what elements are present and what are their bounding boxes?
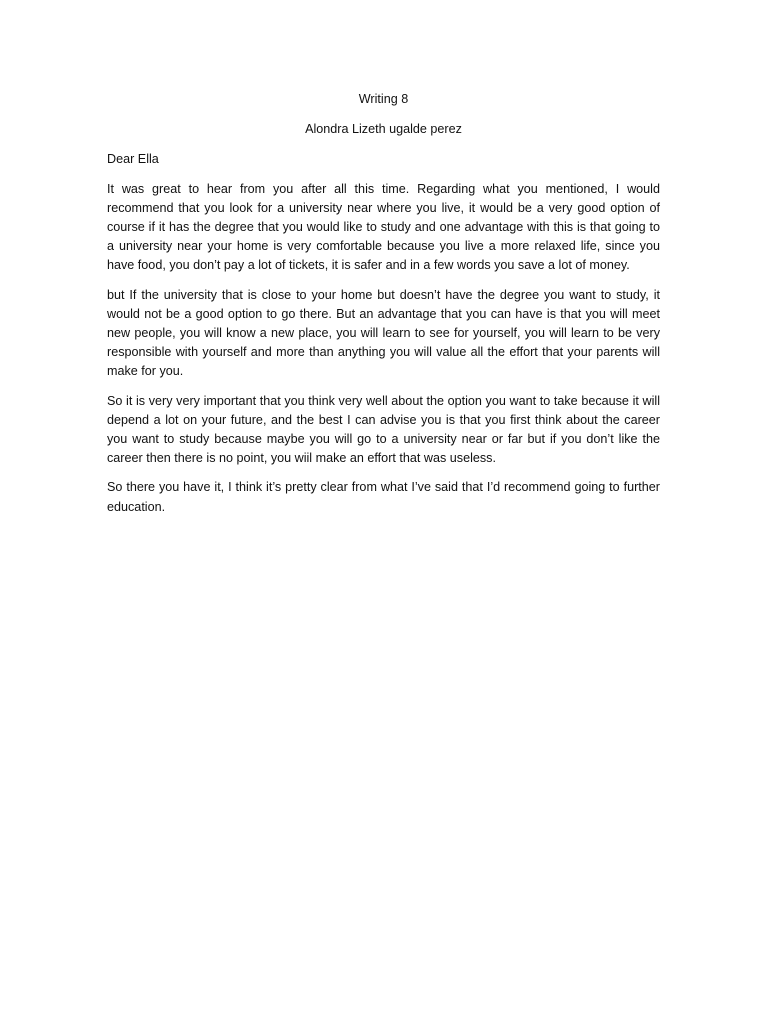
salutation: Dear Ella [107, 152, 159, 167]
body-paragraph-4: So there you have it, I think it’s pretty clear from what I’ve said that I’d recommend going to further education. [107, 480, 660, 514]
body-paragraph-2: but If the university that is close to your home but doesn’t have the degree you want to study, it would not be a good option to go there. But an advantage that you can have is that you will meet new people, you will know a new place, you will learn to see for yourself, you will learn to be very responsible with yourself and more than anything you will value all the effort that your parents will make for you. [107, 287, 660, 379]
author-name: Alondra Lizeth ugalde perez [305, 122, 462, 137]
body-paragraph-1: It was great to hear from you after all this time. Regarding what you mentioned, I would recommend that you look for a university near where you live, it would be a very good option of course if it has the degree that you would like to study and one advantage with this is that going to a university near your home is very comfortable because you live a more relaxed life, since you have food, you don’t pay a lot of tickets, it is safer and in a few words you save a lot of money. [107, 181, 660, 273]
body-paragraph-3: So it is very very important that you think very well about the option you want to take because it will depend a lot on your future, and the best I can advise you is that you first think about the career you want to study because maybe you will go to a university near or far but if you don’t like the career then there is no point, you wiil make an effort that was useless. [107, 393, 660, 466]
document-title: Writing 8 [358, 92, 409, 106]
document-page [107, 90, 660, 527]
